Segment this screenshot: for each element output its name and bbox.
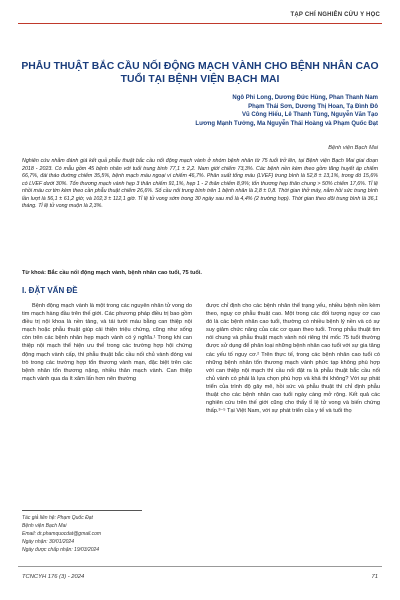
- footnote-received-date: Ngày nhận: 30/01/2024: [22, 539, 74, 545]
- body-paragraph: được chỉ định cho các bệnh nhân thể trạng yếu, nhiều bệnh nền kèm theo, nguy cơ phẫu thuật cao. Một trong các đối tượng nguy cơ cao đó là các bệnh nhân cao tuổi, thường có nhiều bệnh lý nền và có sự suy giảm chức năng của các cơ quan theo tuổi. Trong phẫu thuật tim nói chung và phẫu thuật mạch vành nói riêng thì mốc 75 tuổi thường được sử dụng để phân loại những bệnh nhân cao tuổi với sự gia tăng các yếu tố nguy cơ.² Trên thực tế, trong các bệnh nhân cao tuổi có những bệnh nhân tổn thương mạch vành phức tạp không phù hợp với can thiệp nội mạch thì cầu nối đặt ra là phẫu thuật bắc cầu nối chủ vành có phải là lựa chọn phù hợp và khả thi không? Với sự phát triển của trình độ gây mê, hồi sức và phẫu thuật thì chỉ định phẫu thuật cho các bệnh nhân cao tuổi ngày càng mở rộng. Kết quả các nghiên cứu trên thế giới cũng cho thấy tỉ lệ tử vong và biến chứng thấp.³⁻⁵ Tại Việt Nam, với sự phát triển của y tế và tuổi thọ: [206, 303, 380, 415]
- journal-header: TẠP CHÍ NGHIÊN CỨU Y HỌC: [290, 12, 380, 18]
- article-title: PHẪU THUẬT BẮC CẦU NỐI ĐỘNG MẠCH VÀNH CHO BỆNH NHÂN CAO TUỔI TẠI BỆNH VIỆN BẠCH MAI: [21, 61, 379, 85]
- footnote-accepted-date: Ngày được chấp nhận: 19/03/2024: [22, 547, 100, 553]
- footnote-institution: Bệnh viện Bạch Mai: [22, 523, 67, 529]
- author-line: Lương Mạnh Tưởng, Ma Nguyễn Thái Hoàng và Phạm Quốc Đạt: [195, 120, 378, 127]
- page-number: 71: [371, 574, 378, 580]
- footnote-rule: [22, 510, 142, 511]
- journal-issue: TCNCYH 176 (3) - 2024: [22, 574, 85, 580]
- section-heading: I. ĐẶT VẤN ĐỀ: [22, 286, 78, 295]
- body-column-right: [206, 302, 380, 415]
- author-line: Ngô Phi Long, Dương Đức Hùng, Phan Thanh Nam: [232, 95, 378, 101]
- author-line: Vũ Công Hiểu, Lê Thanh Tùng, Nguyễn Văn Tạo: [242, 112, 378, 119]
- author-line: Phạm Thái Sơn, Dương Thị Hoan, Tạ Đình Đô: [248, 103, 378, 110]
- footnote-email: Email: dr.phamquocdat@gmail.com: [22, 531, 102, 537]
- body-column-left: [22, 302, 192, 383]
- keywords: Từ khoá: Bắc cầu nối động mạch vành, bệnh nhân cao tuổi, 75 tuổi.: [22, 270, 202, 276]
- footer-rule: [18, 566, 382, 567]
- abstract: Nghiên cứu nhằm đánh giá kết quả phẫu thuật bắc cầu nối động mạch vành ở nhóm bệnh nhân từ 75 tuổi trở lên, tại Bệnh viện Bạch Mai giai đoạn 2018 - 2023. Có mẫu gồm 45 bệnh nhân với tuổi trung bình 77,1 ± 2,2. Nam giới chiếm 73,3%. Các bệnh nền kèm theo gồm tăng huyết áp chiếm 66,7%, đái tháo đường chiếm 35,5%, bệnh mạch máu ngoại vi chiếm 46,7%. Phân suất tống máu (LVEF) trung bình là 52,8 ± 13,1%, trong đó 15,6% có LVEF dưới 30%. Tổn thương mạch vành hẹp 3 thân chiếm 91,1%, hẹp 1 - 2 thân chiếm 8,9%; tổn thương hẹp thân chung > 50% chiếm 17,6%. Tỉ lệ nhồi máu cơ tim kèm theo cần phẫu thuật chiếm 26,6%. Số cầu nối trung bình trên 1 bệnh nhân là 2,8 ± 0,8. Thời gian thở máy, nằm hồi sức trung bình lần lượt là 56,1 ± 61,2 giờ, và 102,3 ± 112,1 giờ. Tỉ lệ tử vong sớm trong 30 ngày sau mổ là 4,4% (2 trường hợp). Thời gian theo dõi trung bình là 36,1 tháng. Tỉ lệ tử vong muộn là 2,3%.: [22, 158, 378, 209]
- footnotes: [22, 514, 192, 554]
- body-paragraph: Bệnh động mạch vành là một trong các nguyên nhân tử vong do tim mạch hàng đầu trên thế giới. Các phương pháp điều trị bao gồm điều trị nội khoa là nền tảng, và tái tưới máu bằng can thiệp nội mạch hoặc phẫu thuật giúp cải thiện triệu chứng, cũng như sống còn trên các bệnh nhân hẹp mạch vành có ý nghĩa.¹ Trong khi can thiệp nội mạch thể hiện ưu thế trong các trường hợp hội chứng động mạch vành cấp, thì phẫu thuật bắc cầu nối chủ vành đóng vai trò trong các trường hợp tổn thương vành mạn, đặc biệt trên các bệnh nhân tổn thương nặng, nhiều thân mạch vành. Can thiệp mạch vành qua da ít xâm lấn hơn nên thường: [22, 303, 192, 382]
- footnote-corresponding-author: Tác giả liên hệ: Phạm Quốc Đạt: [22, 515, 93, 521]
- affiliation: Bệnh viện Bạch Mai: [328, 145, 378, 151]
- header-rule: [18, 23, 382, 24]
- author-list: [48, 94, 378, 128]
